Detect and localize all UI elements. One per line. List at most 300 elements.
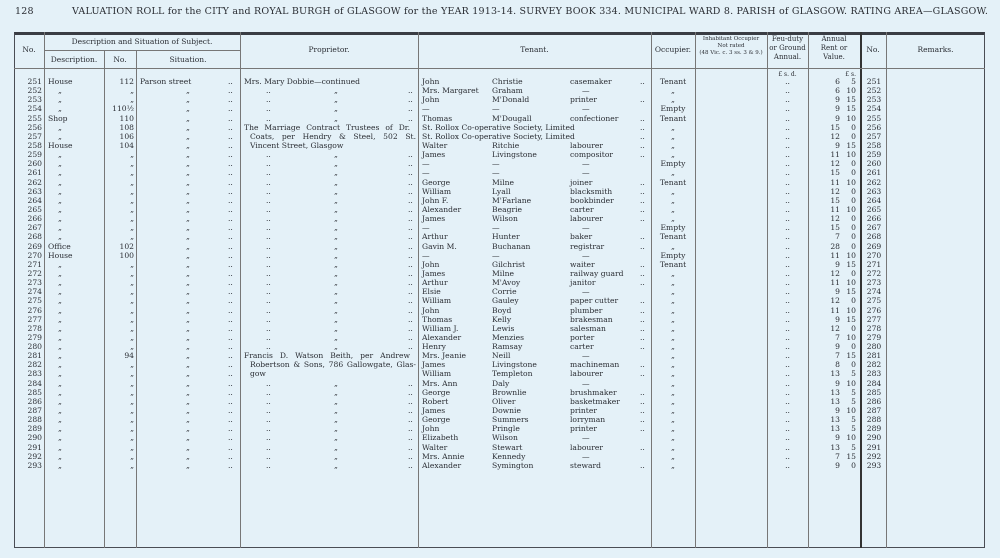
leader-dots: .. <box>228 204 233 214</box>
row-number: 274 <box>27 287 42 297</box>
tenant-surname: Milne <box>492 268 515 278</box>
leader-dots: .. <box>640 268 645 278</box>
house-number: 110 <box>119 113 134 123</box>
tenant-occupation: — <box>582 451 590 461</box>
leader-dots: .. <box>228 442 233 452</box>
situation: „ <box>186 460 190 470</box>
leader-dots: .. <box>640 415 645 425</box>
description: „ <box>58 86 62 96</box>
row-number: 269 <box>27 241 42 251</box>
tenant-first-name: William J. <box>422 323 459 333</box>
proprietor: „ <box>334 113 338 123</box>
table-row <box>0 260 1000 269</box>
leader-dots: .. <box>408 223 413 233</box>
proprietor: „ <box>334 95 338 105</box>
occupier: „ <box>671 95 675 105</box>
rent-units: £ s. <box>845 71 856 78</box>
rent-pounds: 9 <box>835 433 840 443</box>
tenant-surname: Brownlie <box>492 387 527 397</box>
leader-dots: .. <box>266 177 271 187</box>
row-number-right: 252 <box>866 86 882 96</box>
row-number-right: 279 <box>866 332 882 342</box>
leader-dots: .. <box>266 332 271 342</box>
situation: „ <box>186 332 190 342</box>
tenant-first-name: James <box>422 360 446 370</box>
rent-shillings: 5 <box>851 442 856 452</box>
tenant-occupation: plumber <box>570 305 603 315</box>
proprietor: Robertson & Sons, 786 Gallowgate, Glas- <box>250 360 416 370</box>
rent-shillings: 15 <box>846 104 856 114</box>
tenant-occupation: — <box>582 86 590 96</box>
tenant-surname: Milne <box>492 177 515 187</box>
tenant-first-name: Arthur <box>422 232 448 242</box>
tenant-surname: Ramsay <box>492 342 523 352</box>
rent-pounds: 9 <box>835 104 840 114</box>
leader-dots: .. <box>266 460 271 470</box>
tenant-first-name: Mrs. Annie <box>422 451 465 461</box>
description: Shop <box>48 113 68 123</box>
rent-pounds: 12 <box>830 214 840 224</box>
tenant-occupation: machineman <box>570 360 620 370</box>
feu-duty: .. <box>785 424 790 434</box>
header-feu-duty <box>767 35 808 62</box>
rent-pounds: 11 <box>830 204 840 214</box>
tenant-first-name: George <box>422 177 451 187</box>
table-row <box>0 223 1000 232</box>
tenant-first-name: James <box>422 150 446 160</box>
leader-dots: .. <box>228 424 233 434</box>
tenant-surname: Corrie <box>492 287 517 297</box>
description: House <box>48 77 73 86</box>
rent-shillings: 15 <box>846 259 856 269</box>
proprietor: Coats, per Hendry & Steel, 502 St. <box>250 131 416 141</box>
proprietor: „ <box>334 424 338 434</box>
tenant-first-name: James <box>422 268 446 278</box>
occupier: „ <box>671 460 675 470</box>
tenant-occupation: steward <box>570 460 601 470</box>
rent-shillings: 0 <box>851 122 856 132</box>
rent-pounds: 15 <box>830 195 840 205</box>
tenant-surname: Boyd <box>492 305 512 315</box>
tenant-first-name: Walter <box>422 442 448 452</box>
rent-shillings: 10 <box>846 150 856 160</box>
proprietor: „ <box>334 232 338 242</box>
table-row <box>0 159 1000 168</box>
row-number: 277 <box>27 314 42 324</box>
house-number: 110½ <box>112 104 134 114</box>
rent-pounds: 9 <box>835 95 840 105</box>
row-number: 288 <box>27 415 42 425</box>
leader-dots: .. <box>228 86 233 96</box>
occupier: Empty <box>660 250 686 260</box>
row-number-right: 258 <box>866 140 882 150</box>
leader-dots: .. <box>640 204 645 214</box>
tenant-first-name: James <box>422 214 446 224</box>
house-number: „ <box>130 406 134 416</box>
leader-dots: .. <box>640 369 645 379</box>
feu-duty: .. <box>785 278 790 288</box>
feu-duty: .. <box>785 250 790 260</box>
situation: „ <box>186 342 190 352</box>
feu-duty: .. <box>785 168 790 178</box>
description: „ <box>58 95 62 105</box>
tenant-occupation: printer <box>570 95 597 105</box>
header-inhabitant-line: Not rated <box>717 43 745 49</box>
proprietor: „ <box>334 241 338 251</box>
tenant-occupation: brakesman <box>570 314 613 324</box>
occupier: „ <box>671 323 675 333</box>
table-row <box>0 178 1000 187</box>
table-row <box>0 315 1000 324</box>
leader-dots: .. <box>266 259 271 269</box>
proprietor: „ <box>334 415 338 425</box>
house-number: „ <box>130 159 134 169</box>
tenant-surname: Kelly <box>492 314 512 324</box>
rent-shillings: 0 <box>851 232 856 242</box>
header-inhabitant-line: Inhabitant Occupier <box>702 36 760 42</box>
description: „ <box>58 177 62 187</box>
feu-duty: .. <box>785 195 790 205</box>
description: „ <box>58 323 62 333</box>
table-row <box>0 196 1000 205</box>
house-number: „ <box>130 424 134 434</box>
row-number-right: 281 <box>866 351 882 361</box>
tenant-first-name: — <box>422 104 430 114</box>
rent-pounds: 12 <box>830 268 840 278</box>
row-number: 291 <box>27 442 42 452</box>
proprietor: „ <box>334 278 338 288</box>
description: „ <box>58 378 62 388</box>
tenant-first-name: William <box>422 186 452 196</box>
table-row <box>0 360 1000 369</box>
row-number-right: 285 <box>866 387 882 397</box>
row-number: 273 <box>27 278 42 288</box>
description: „ <box>58 396 62 406</box>
table-row <box>0 132 1000 141</box>
leader-dots: .. <box>228 95 233 105</box>
row-number: 283 <box>27 369 42 379</box>
house-number: „ <box>130 369 134 379</box>
row-number-right: 275 <box>866 296 882 306</box>
rent-shillings: 15 <box>846 287 856 297</box>
tenant-first-name: William <box>422 296 452 306</box>
leader-dots: .. <box>228 186 233 196</box>
row-number: 276 <box>27 305 42 315</box>
rent-pounds: 9 <box>835 113 840 123</box>
table-row <box>0 242 1000 251</box>
leader-dots: .. <box>640 232 645 242</box>
proprietor: „ <box>334 287 338 297</box>
leader-dots: .. <box>266 433 271 443</box>
leader-dots: .. <box>228 415 233 425</box>
tenant-surname: Lyall <box>492 186 511 196</box>
situation: „ <box>186 378 190 388</box>
tenant-occupation: — <box>582 433 590 443</box>
tenant-occupation: blacksmith <box>570 186 613 196</box>
row-number-right: 277 <box>866 314 882 324</box>
leader-dots: .. <box>408 204 413 214</box>
proprietor: „ <box>334 387 338 397</box>
leader-dots: .. <box>640 305 645 315</box>
house-number: „ <box>130 278 134 288</box>
house-number: „ <box>130 223 134 233</box>
tenant-surname: — <box>492 223 500 233</box>
rent-pounds: 15 <box>830 122 840 132</box>
leader-dots: .. <box>408 323 413 333</box>
row-number-right: 292 <box>866 451 882 461</box>
description: „ <box>58 195 62 205</box>
tenant-surname: Graham <box>492 86 523 96</box>
proprietor: „ <box>334 250 338 260</box>
tenant-surname: Daly <box>492 378 510 388</box>
description: „ <box>58 259 62 269</box>
house-number: „ <box>130 232 134 242</box>
leader-dots: .. <box>266 113 271 123</box>
row-number: 267 <box>27 223 42 233</box>
rent-shillings: 5 <box>851 415 856 425</box>
tenant-first-name: John <box>422 95 440 105</box>
rent-shillings: 10 <box>846 86 856 96</box>
header-feu-line: or Ground <box>769 44 806 52</box>
leader-dots: .. <box>640 323 645 333</box>
row-number-right: 276 <box>866 305 882 315</box>
feu-duty: .. <box>785 332 790 342</box>
rent-shillings: 0 <box>851 323 856 333</box>
leader-dots: .. <box>228 250 233 260</box>
table-row <box>0 187 1000 196</box>
rent-shillings: 15 <box>846 140 856 150</box>
tenant-occupation: confectioner <box>570 113 619 123</box>
tenant-surname: Wilson <box>492 214 518 224</box>
leader-dots: .. <box>228 113 233 123</box>
tenant-occupation: registrar <box>570 241 605 251</box>
tenant-first-name: Alexander <box>422 204 462 214</box>
rent-pounds: 9 <box>835 259 840 269</box>
tenant-occupation: — <box>582 250 590 260</box>
leader-dots: .. <box>408 250 413 260</box>
table-row <box>0 123 1000 132</box>
tenant-occupation: janitor <box>570 278 596 288</box>
occupier: „ <box>671 387 675 397</box>
description: „ <box>58 451 62 461</box>
leader-dots: .. <box>228 314 233 324</box>
occupier: Tenant <box>659 177 687 187</box>
feu-duty: .. <box>785 186 790 196</box>
leader-dots: .. <box>266 232 271 242</box>
rent-pounds: 13 <box>830 415 840 425</box>
situation: „ <box>186 186 190 196</box>
row-number: 257 <box>27 131 42 141</box>
rent-shillings: 0 <box>851 195 856 205</box>
feu-duty: .. <box>785 406 790 416</box>
description: „ <box>58 268 62 278</box>
tenant-first-name: Elsie <box>422 287 441 297</box>
situation: „ <box>186 104 190 114</box>
situation: „ <box>186 323 190 333</box>
rent-shillings: 10 <box>846 278 856 288</box>
tenant-occupation: printer <box>570 406 597 416</box>
header-no-right: No. <box>866 45 880 54</box>
tenant-surname: Ritchie <box>492 140 520 150</box>
proprietor: „ <box>334 314 338 324</box>
table-row <box>0 77 1000 86</box>
rent-pounds: 9 <box>835 378 840 388</box>
table-row <box>0 95 1000 104</box>
house-number: „ <box>130 415 134 425</box>
occupier: „ <box>671 332 675 342</box>
tenant-surname: Livingstone <box>492 360 537 370</box>
row-number: 290 <box>27 433 42 443</box>
tenant-occupation: joiner <box>570 177 593 187</box>
tenant-first-name: Walter <box>422 140 448 150</box>
house-number: „ <box>130 177 134 187</box>
occupier: „ <box>671 351 675 361</box>
leader-dots: .. <box>408 442 413 452</box>
rent-shillings: 5 <box>851 369 856 379</box>
situation: „ <box>186 387 190 397</box>
situation: „ <box>186 442 190 452</box>
leader-dots: .. <box>228 332 233 342</box>
row-number: 278 <box>27 323 42 333</box>
situation: „ <box>186 223 190 233</box>
leader-dots: .. <box>228 351 233 361</box>
feu-duty: .. <box>785 351 790 361</box>
table-row <box>0 433 1000 442</box>
leader-dots: .. <box>640 396 645 406</box>
situation: „ <box>186 232 190 242</box>
situation: „ <box>186 305 190 315</box>
tenant-occupation: labourer <box>570 442 604 452</box>
feu-duty: .. <box>785 122 790 132</box>
leader-dots: .. <box>408 186 413 196</box>
table-row <box>0 397 1000 406</box>
leader-dots: .. <box>266 314 271 324</box>
leader-dots: .. <box>266 442 271 452</box>
rent-pounds: 15 <box>830 168 840 178</box>
situation: „ <box>186 415 190 425</box>
row-number: 256 <box>27 122 42 132</box>
feu-duty: .. <box>785 305 790 315</box>
tenant-surname: Lewis <box>492 323 515 333</box>
rent-shillings: 10 <box>846 406 856 416</box>
description: „ <box>58 442 62 452</box>
row-number-right: 255 <box>866 113 882 123</box>
rent-pounds: 6 <box>835 77 840 86</box>
description: „ <box>58 314 62 324</box>
leader-dots: .. <box>408 195 413 205</box>
proprietor: „ <box>334 159 338 169</box>
feu-duty: .. <box>785 86 790 96</box>
leader-dots: .. <box>266 159 271 169</box>
row-number-right: 261 <box>866 168 882 178</box>
occupier: „ <box>671 131 675 141</box>
description: „ <box>58 278 62 288</box>
house-number: „ <box>130 168 134 178</box>
header-feu-line: Annual. <box>773 53 802 61</box>
rent-shillings: 10 <box>846 433 856 443</box>
rent-pounds: 12 <box>830 159 840 169</box>
leader-dots: .. <box>640 406 645 416</box>
leader-dots: .. <box>408 268 413 278</box>
table-row <box>0 379 1000 388</box>
leader-dots: .. <box>228 259 233 269</box>
occupier: „ <box>671 186 675 196</box>
leader-dots: .. <box>408 296 413 306</box>
leader-dots: .. <box>640 214 645 224</box>
leader-dots: .. <box>228 131 233 141</box>
house-number: 112 <box>119 77 134 86</box>
occupier: „ <box>671 140 675 150</box>
occupier: „ <box>671 195 675 205</box>
situation: Parson street <box>140 77 192 86</box>
header-inhabitant-line: (48 Vic. c. 3 ss. 3 & 9.) <box>699 50 763 56</box>
leader-dots: .. <box>228 396 233 406</box>
leader-dots: .. <box>408 86 413 96</box>
rent-shillings: 15 <box>846 351 856 361</box>
feu-duty: .. <box>785 214 790 224</box>
situation: „ <box>186 360 190 370</box>
leader-dots: .. <box>408 451 413 461</box>
description: „ <box>58 387 62 397</box>
house-number: „ <box>130 259 134 269</box>
description: „ <box>58 424 62 434</box>
feu-duty: .. <box>785 140 790 150</box>
leader-dots: .. <box>408 415 413 425</box>
header-house-no: No. <box>113 55 127 64</box>
tenant-occupation: paper cutter <box>570 296 619 306</box>
row-number: 263 <box>27 186 42 196</box>
tenant-first-name: James <box>422 406 446 416</box>
row-number: 255 <box>27 113 42 123</box>
leader-dots: .. <box>640 296 645 306</box>
feu-duty: .. <box>785 378 790 388</box>
tenant-occupation: — <box>582 223 590 233</box>
tenant-surname: — <box>492 168 500 178</box>
leader-dots: .. <box>408 177 413 187</box>
tenant-surname: Wilson <box>492 433 518 443</box>
header-description-group: Description and Situation of Subject. <box>71 37 213 46</box>
occupier: Tenant <box>659 113 687 123</box>
description: „ <box>58 104 62 114</box>
tenant-first-name: Arthur <box>422 278 448 288</box>
table-row <box>0 415 1000 424</box>
rent-shillings: 10 <box>846 305 856 315</box>
page-number: 128 <box>15 6 34 17</box>
leader-dots: .. <box>228 159 233 169</box>
leader-dots: .. <box>408 314 413 324</box>
occupier: „ <box>671 296 675 306</box>
row-number: 271 <box>27 259 42 269</box>
tenant-surname: Stewart <box>492 442 523 452</box>
house-number: „ <box>130 214 134 224</box>
occupier: „ <box>671 424 675 434</box>
row-number-right: 264 <box>866 195 882 205</box>
table-row <box>0 86 1000 95</box>
feu-duty: .. <box>785 360 790 370</box>
rent-pounds: 9 <box>835 314 840 324</box>
feu-duty: .. <box>785 442 790 452</box>
situation: „ <box>186 250 190 260</box>
row-number-right: 270 <box>866 250 882 260</box>
row-number-right: 265 <box>866 204 882 214</box>
rent-shillings: 0 <box>851 186 856 196</box>
proprietor: „ <box>334 323 338 333</box>
leader-dots: .. <box>228 122 233 132</box>
proprietor: „ <box>334 86 338 96</box>
feu-duty: .. <box>785 433 790 443</box>
situation: „ <box>186 396 190 406</box>
row-number: 254 <box>27 104 42 114</box>
